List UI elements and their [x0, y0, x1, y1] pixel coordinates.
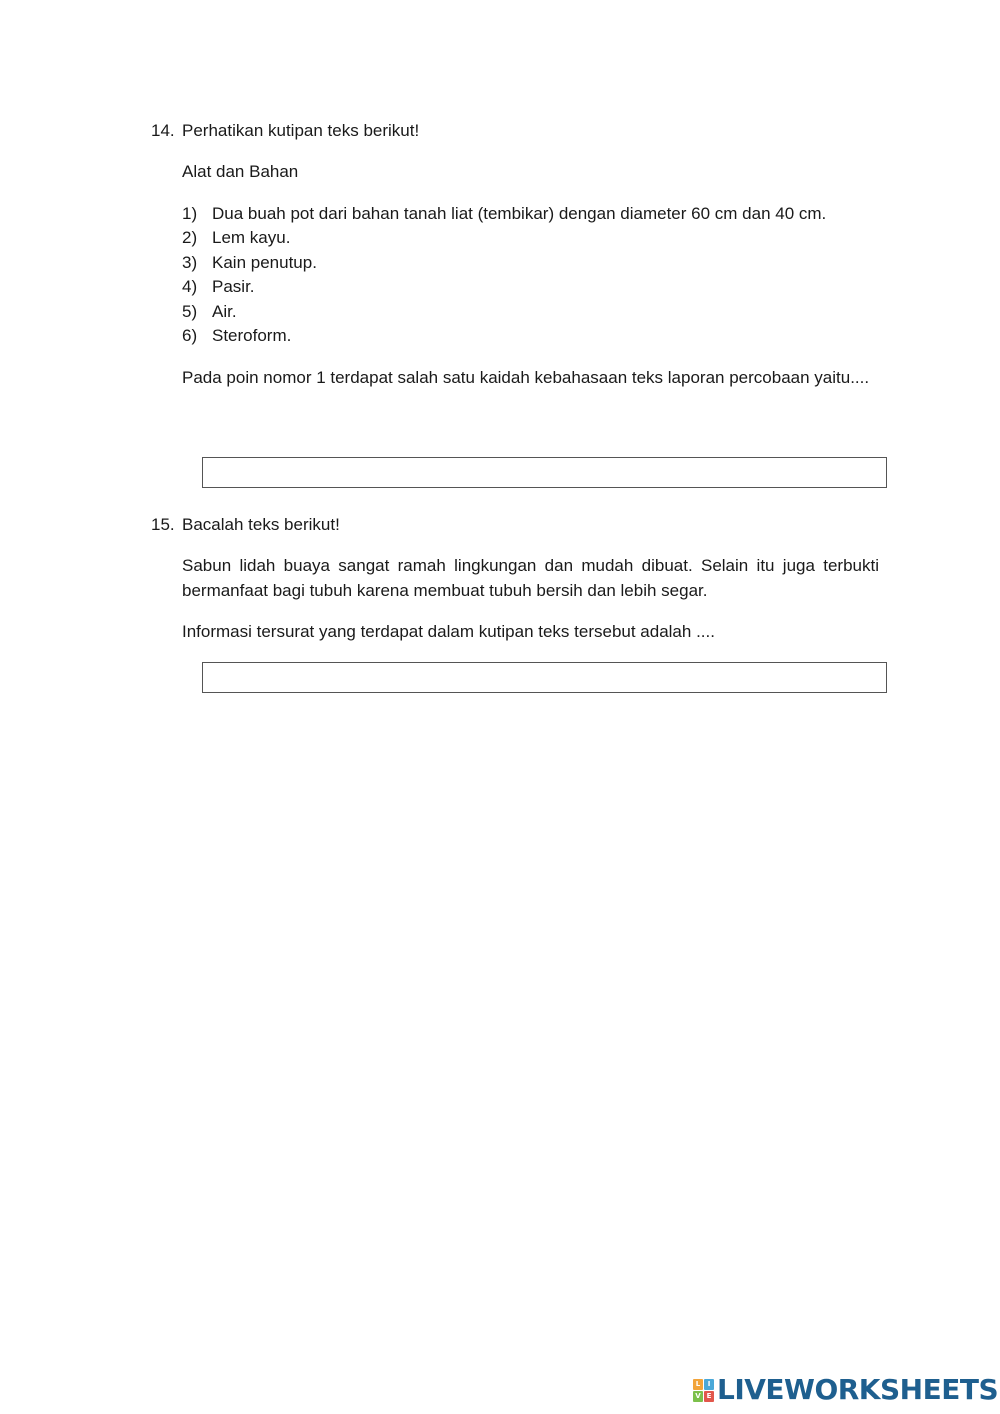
question-15-answer-input[interactable] — [202, 662, 887, 693]
list-item: 2) Lem kayu. — [182, 228, 291, 247]
question-14-answer-input[interactable] — [202, 457, 887, 488]
logo-mark-icon: L I V E — [693, 1379, 714, 1402]
question-14-subtitle: Alat dan Bahan — [182, 162, 299, 181]
list-item: 4) Pasir. — [182, 277, 255, 296]
materials-list — [182, 202, 879, 349]
question-14-prompt: Perhatikan kutipan teks berikut! — [182, 121, 420, 140]
question-15-text: Informasi tersurat yang terdapat dalam kutipan teks tersebut adalah .... — [182, 622, 715, 641]
list-item: 1) Dua buah pot dari bahan tanah liat (tembikar) dengan diameter 60 cm dan 40 cm. — [182, 203, 827, 223]
list-item: 3) Kain penutup. — [182, 252, 317, 272]
logo-text: LIVEWORKSHEETS — [717, 1373, 999, 1406]
question-15-prompt: Bacalah teks berikut! — [182, 515, 340, 534]
liveworksheets-logo — [693, 1375, 998, 1405]
question-15-passage: Sabun lidah buaya sangat ramah lingkungan dan mudah dibuat. Selain itu juga terbukti bermanfaat bagi tubuh karena membuat tubuh bersih dan lebih segar. — [182, 556, 879, 600]
question-14-text: Pada poin nomor 1 terdapat salah satu kaidah kebahasaan teks laporan percobaan yaitu.... — [182, 367, 870, 387]
list-item: 6) Steroform. — [182, 326, 292, 345]
question-15 — [151, 513, 879, 645]
question-14-number: 14. — [151, 121, 175, 140]
list-item: 5) Air. — [182, 301, 237, 321]
question-14 — [151, 119, 879, 390]
question-15-number: 15. — [151, 515, 175, 534]
